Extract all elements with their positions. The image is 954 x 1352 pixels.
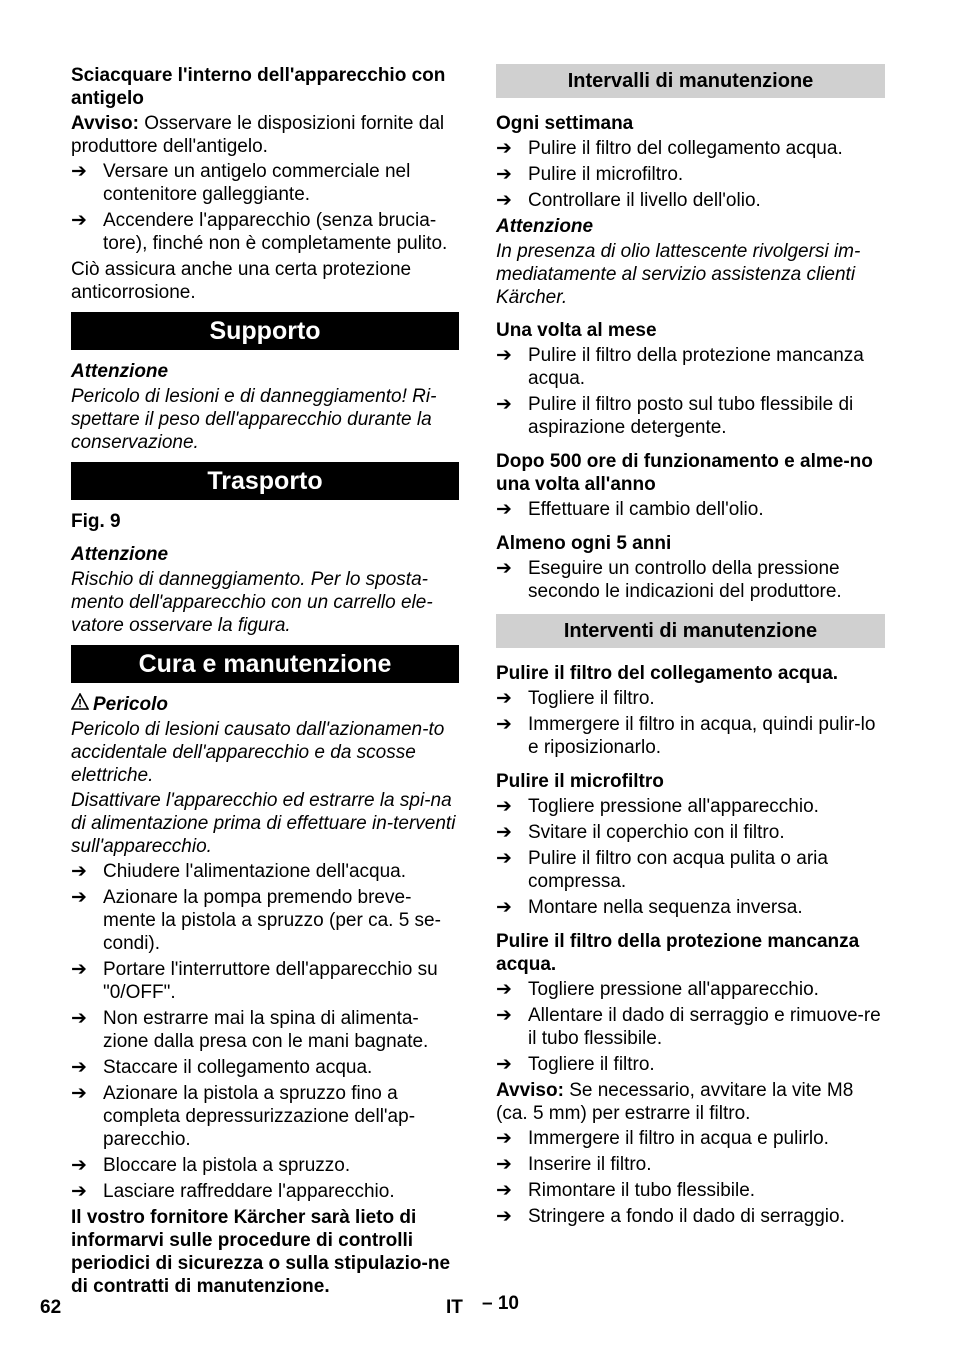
list-item-text: Togliere il filtro. (528, 1054, 655, 1075)
supporto-text: Pericolo di lesioni e di danneggiamento! Ri-spettare il peso dell'apparecchio durante la conservazione. (71, 386, 437, 453)
arrow-right-icon: ➔ (496, 164, 512, 185)
weekly-steps (496, 137, 885, 212)
list-item-text: Allentare il dado di serraggio e rimuove-re il tubo flessibile. (528, 1005, 881, 1049)
list-item (496, 896, 885, 919)
microfilter-steps (496, 795, 885, 919)
arrow-right-icon: ➔ (496, 714, 512, 735)
list-item (496, 1153, 885, 1176)
section-title-intervals: Intervalli di manutenzione (496, 64, 885, 98)
lowwater-heading: Pulire il filtro della protezione mancanza acqua. (496, 931, 860, 975)
list-item (496, 795, 885, 818)
list-item-text: Lasciare raffreddare l'apparecchio. (103, 1181, 395, 1202)
arrow-right-icon: ➔ (71, 887, 87, 908)
arrow-right-icon: ➔ (496, 1206, 512, 1227)
list-item-text: Pulire il filtro posto sul tubo flessibile di aspirazione detergente. (528, 394, 854, 438)
arrow-right-icon: ➔ (496, 138, 512, 159)
list-item (496, 498, 885, 521)
arrow-right-icon: ➔ (496, 1154, 512, 1175)
trasporto-caution: Attenzione (71, 544, 169, 565)
lowwater-note: Avviso: Se necessario, avvitare la vite M8 (ca. 5 mm) per estrarre il filtro. (496, 1080, 854, 1124)
arrow-right-icon: ➔ (71, 861, 87, 882)
list-item-text: Bloccare la pistola a spruzzo. (103, 1155, 351, 1176)
arrow-right-icon: ➔ (71, 1083, 87, 1104)
list-item-text: Non estrarre mai la spina di alimenta-zione dalla presa con le mani bagnate. (103, 1008, 429, 1052)
list-item (71, 1007, 459, 1053)
list-item-text: Versare un antigelo commerciale nel contenitore galleggiante. (103, 161, 411, 205)
list-item-text: Chiudere l'alimentazione dell'acqua. (103, 861, 406, 882)
arrow-right-icon: ➔ (496, 979, 512, 1000)
arrow-right-icon: ➔ (71, 1008, 87, 1029)
list-item-text: Stringere a fondo il dado di serraggio. (528, 1206, 845, 1227)
list-item-text: Pulire il filtro con acqua pulita o aria compressa. (528, 848, 828, 892)
list-item (496, 1179, 885, 1202)
section-title-supporto: Supporto (71, 312, 459, 350)
arrow-right-icon: ➔ (496, 499, 512, 520)
water-filter-steps (496, 687, 885, 759)
list-item (496, 344, 885, 390)
arrow-right-icon: ➔ (496, 1054, 512, 1075)
list-item (71, 209, 459, 255)
arrow-right-icon: ➔ (71, 1155, 87, 1176)
list-item-text: Azionare la pistola a spruzzo fino a completa depressurizzazione dell'ap-parecchio. (103, 1083, 416, 1150)
list-item (496, 1205, 885, 1228)
arrow-right-icon: ➔ (496, 394, 512, 415)
section-title-interventions: Interventi di manutenzione (496, 614, 885, 648)
list-item (71, 160, 459, 206)
list-item (496, 557, 885, 603)
arrow-right-icon: ➔ (496, 848, 512, 869)
weekly-heading: Ogni settimana (496, 113, 634, 134)
list-item (71, 1154, 459, 1177)
list-item (496, 163, 885, 186)
list-item (71, 860, 459, 883)
hours-steps (496, 498, 885, 521)
list-item (496, 189, 885, 212)
left-column (71, 64, 459, 1300)
language-code: IT (446, 1297, 463, 1318)
list-item-text: Pulire il filtro del collegamento acqua. (528, 138, 843, 159)
arrow-right-icon: ➔ (71, 959, 87, 980)
list-item (496, 137, 885, 160)
rinse-after: Ciò assicura anche una certa protezione anticorrosione. (71, 259, 412, 303)
arrow-right-icon: ➔ (496, 1128, 512, 1149)
list-item-text: Montare nella sequenza inversa. (528, 897, 803, 918)
lowwater-steps-a (496, 978, 885, 1076)
warning-triangle-icon (71, 693, 93, 716)
list-item (496, 393, 885, 439)
list-item-text: Portare l'interruttore dell'apparecchio su "0/OFF". (103, 959, 438, 1003)
list-item (71, 886, 459, 955)
arrow-right-icon: ➔ (496, 897, 512, 918)
rinse-steps (71, 160, 459, 255)
danger-label-row: Pericolo (71, 693, 459, 716)
list-item (496, 713, 885, 759)
arrow-right-icon: ➔ (496, 822, 512, 843)
sub-page-number: – 10 (482, 1293, 519, 1314)
cura-steps (71, 860, 459, 1203)
list-item-text: Effettuare il cambio dell'olio. (528, 499, 764, 520)
list-item-text: Pulire il filtro della protezione mancanza acqua. (528, 345, 864, 389)
list-item (496, 1004, 885, 1050)
arrow-right-icon: ➔ (496, 190, 512, 211)
section-title-trasporto: Trasporto (71, 462, 459, 500)
list-item-text: Immergere il filtro in acqua e pulirlo. (528, 1128, 829, 1149)
weekly-caution-text: In presenza di olio lattescente rivolgersi im-mediatamente al servizio assistenza clienti Kärcher. (496, 241, 861, 308)
monthly-steps (496, 344, 885, 439)
list-item-text: Rimontare il tubo flessibile. (528, 1180, 756, 1201)
list-item-text: Inserire il filtro. (528, 1154, 652, 1175)
list-item (71, 1180, 459, 1203)
rinse-heading: Sciacquare l'interno dell'apparecchio con antigelo (71, 65, 446, 109)
list-item (496, 978, 885, 1001)
list-item-text: Svitare il coperchio con il filtro. (528, 822, 785, 843)
list-item-text: Eseguire un controllo della pressione secondo le indicazioni del produttore. (528, 558, 842, 602)
arrow-right-icon: ➔ (496, 1180, 512, 1201)
rinse-note: Avviso: Osservare le disposizioni fornite dal produttore dell'antigelo. (71, 113, 445, 157)
list-item-text: Pulire il microfiltro. (528, 164, 684, 185)
years-steps (496, 557, 885, 603)
list-item (71, 1082, 459, 1151)
arrow-right-icon: ➔ (496, 558, 512, 579)
arrow-right-icon: ➔ (496, 796, 512, 817)
arrow-right-icon: ➔ (496, 345, 512, 366)
danger-text-1: Pericolo di lesioni causato dall'azionamen-to accidentale dell'apparecchio e da scosse elettriche. (71, 719, 445, 786)
list-item-text: Accendere l'apparecchio (senza brucia-tore), finché non è completamente pulito. (103, 210, 448, 254)
page-number: 62 (40, 1297, 62, 1318)
list-item-text: Togliere il filtro. (528, 688, 655, 709)
arrow-right-icon: ➔ (496, 1005, 512, 1026)
arrow-right-icon: ➔ (71, 1057, 87, 1078)
microfilter-heading: Pulire il microfiltro (496, 771, 664, 792)
list-item (71, 1056, 459, 1079)
trasporto-text: Rischio di danneggiamento. Per lo sposta-mento dell'apparecchio con un carrello ele-vatore osservare la figura. (71, 569, 433, 636)
arrow-right-icon: ➔ (71, 210, 87, 231)
list-item-text: Immergere il filtro in acqua, quindi pulir-lo e riposizionarlo. (528, 714, 876, 758)
lowwater-steps-b (496, 1127, 885, 1228)
list-item (496, 847, 885, 893)
list-item-text: Azionare la pompa premendo breve-mente la pistola a spruzzo (per ca. 5 se-condi). (103, 887, 441, 954)
weekly-caution: Attenzione (496, 216, 594, 237)
list-item (496, 1127, 885, 1150)
supporto-caution: Attenzione (71, 361, 169, 382)
arrow-right-icon: ➔ (496, 688, 512, 709)
arrow-right-icon: ➔ (71, 1181, 87, 1202)
water-filter-heading: Pulire il filtro del collegamento acqua. (496, 663, 839, 684)
hours-heading: Dopo 500 ore di funzionamento e alme-no una volta all'anno (496, 451, 873, 495)
dealer-note: Il vostro fornitore Kärcher sarà lieto di informarvi sulle procedure di controlli periodici di sicurezza o sulla stipulazio-ne di contratti di manutenzione. (71, 1207, 451, 1297)
list-item (71, 958, 459, 1004)
monthly-heading: Una volta al mese (496, 320, 657, 341)
list-item-text: Togliere pressione all'apparecchio. (528, 979, 819, 1000)
list-item (496, 1053, 885, 1076)
danger-text-2: Disattivare l'apparecchio ed estrarre la spi-na di alimentazione prima di effettuare in-terventi sull'apparecchio. (71, 790, 456, 857)
list-item-text: Togliere pressione all'apparecchio. (528, 796, 819, 817)
years-heading: Almeno ogni 5 anni (496, 533, 672, 554)
section-title-cura: Cura e manutenzione (71, 645, 459, 683)
list-item (496, 821, 885, 844)
list-item (496, 687, 885, 710)
list-item-text: Staccare il collegamento acqua. (103, 1057, 373, 1078)
arrow-right-icon: ➔ (71, 161, 87, 182)
right-column (496, 64, 885, 1231)
trasporto-fig: Fig. 9 (71, 511, 121, 532)
list-item-text: Controllare il livello dell'olio. (528, 190, 761, 211)
